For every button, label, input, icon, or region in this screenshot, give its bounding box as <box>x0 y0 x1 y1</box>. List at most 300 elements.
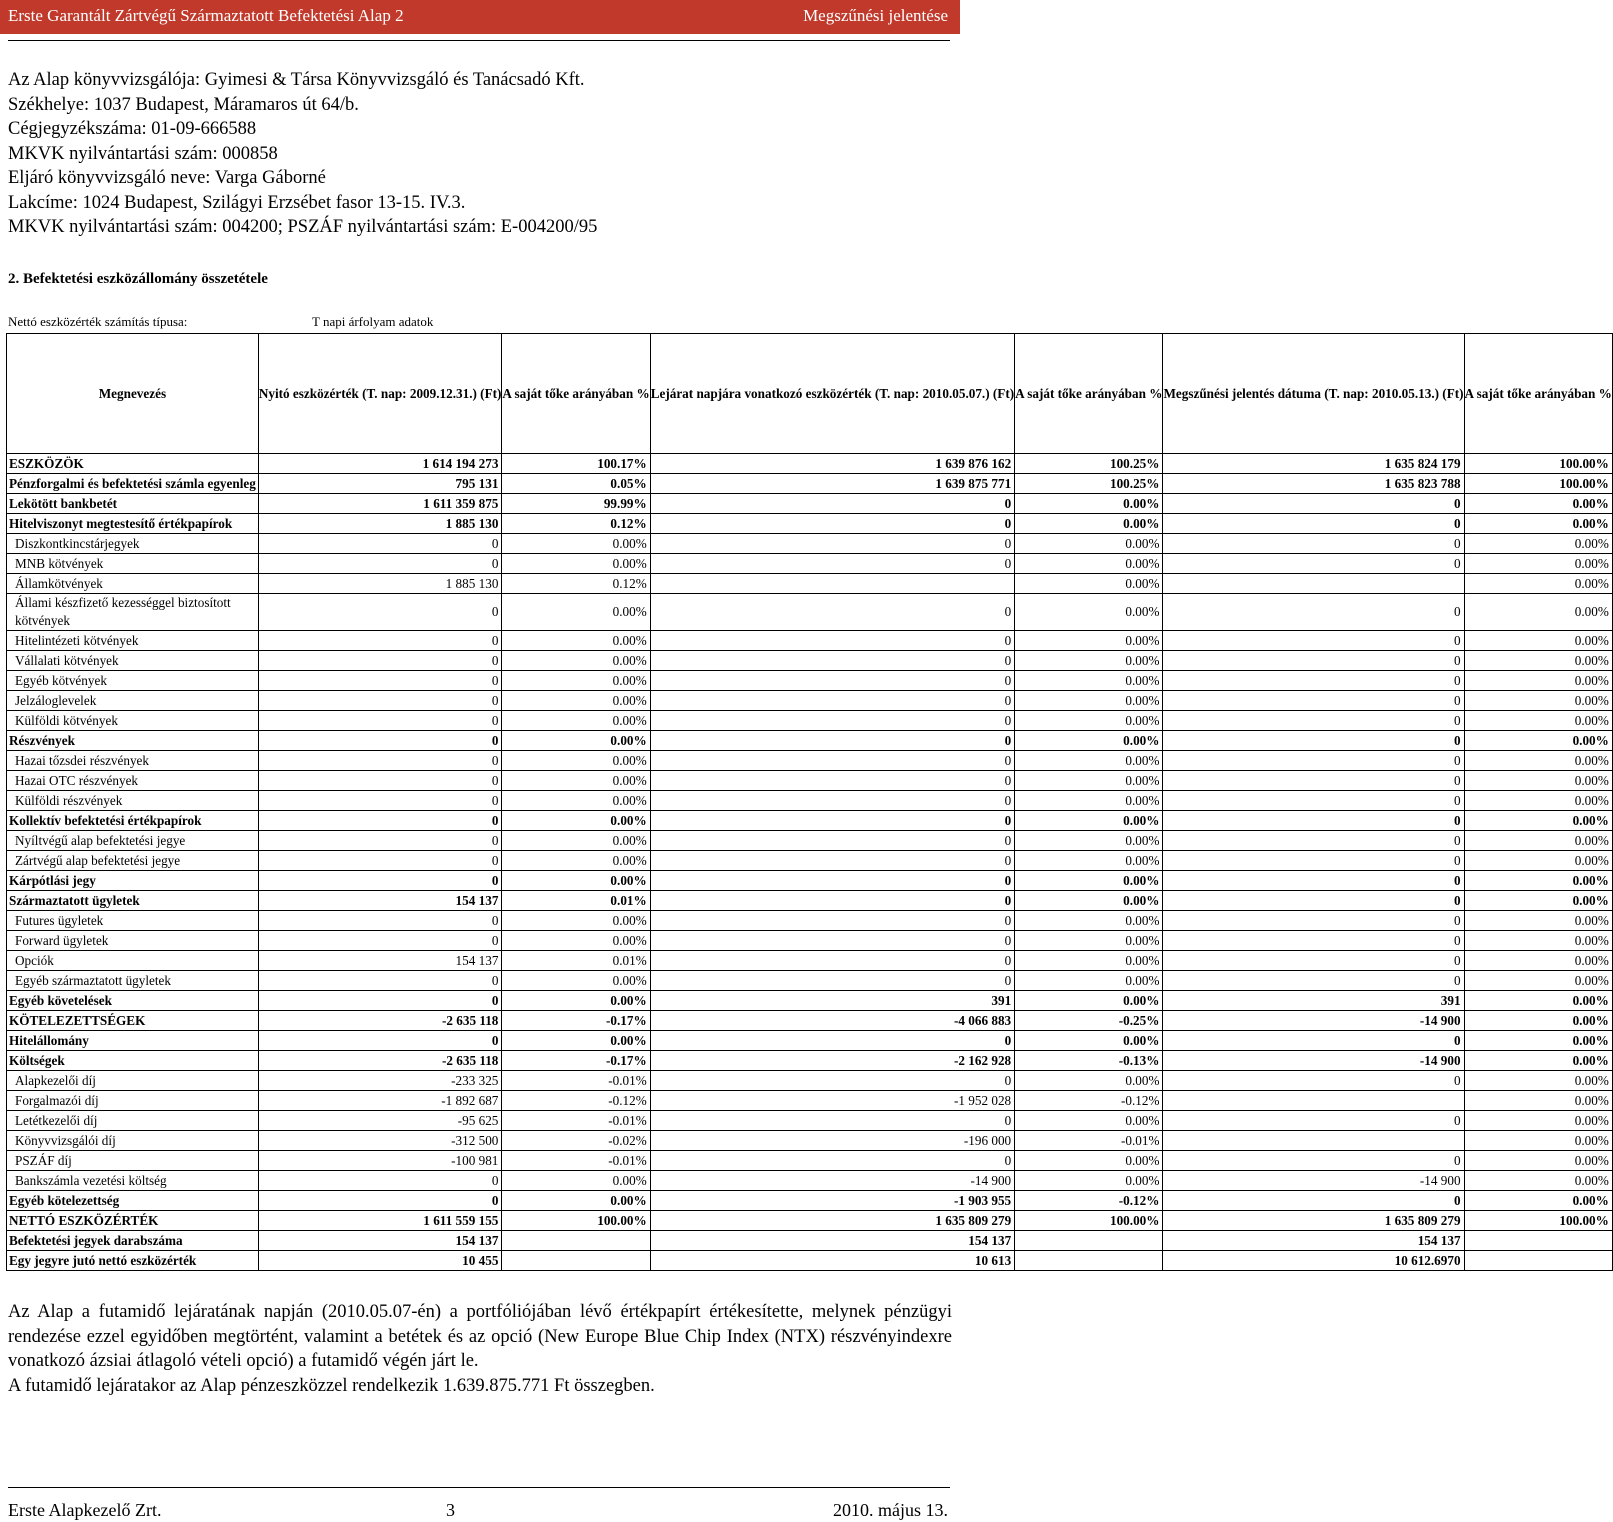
cell-opening-value: 0 <box>258 871 502 891</box>
cell-opening-ratio: 0.00% <box>502 731 650 751</box>
cell-closing-value: 0 <box>1163 951 1464 971</box>
row-label: Forgalmazói díj <box>7 1091 259 1111</box>
cell-opening-value: -2 635 118 <box>258 1051 502 1071</box>
cell-opening-ratio: 0.00% <box>502 831 650 851</box>
cell-opening-ratio: 0.00% <box>502 691 650 711</box>
cell-closing-ratio: 0.00% <box>1464 534 1612 554</box>
cell-maturity-ratio: 0.00% <box>1015 651 1163 671</box>
table-row <box>7 871 1613 891</box>
cell-closing-ratio: 0.00% <box>1464 951 1612 971</box>
cell-maturity-ratio: 0.00% <box>1015 554 1163 574</box>
cell-closing-value: 0 <box>1163 554 1464 574</box>
row-label: ESZKÖZÖK <box>7 454 259 474</box>
table-row <box>7 631 1613 651</box>
cell-maturity-ratio: 0.00% <box>1015 811 1163 831</box>
cell-closing-ratio: 0.00% <box>1464 1031 1612 1051</box>
header-opening-ratio: A saját tőke arányában % <box>502 334 650 454</box>
cell-closing-ratio: 0.00% <box>1464 1151 1612 1171</box>
cell-opening-value: 1 611 559 155 <box>258 1211 502 1231</box>
cell-opening-ratio: -0.02% <box>502 1131 650 1151</box>
row-label: Hitelállomány <box>7 1031 259 1051</box>
cell-closing-ratio: 0.00% <box>1464 1171 1612 1191</box>
row-label: Külföldi kötvények <box>7 711 259 731</box>
cell-opening-value: 0 <box>258 1191 502 1211</box>
row-label: Költségek <box>7 1051 259 1071</box>
cell-closing-ratio: 0.00% <box>1464 871 1612 891</box>
cell-opening-value: 0 <box>258 751 502 771</box>
cell-closing-value <box>1163 1131 1464 1151</box>
cell-maturity-value: 0 <box>650 594 1014 631</box>
cell-opening-value: -233 325 <box>258 1071 502 1091</box>
cell-closing-ratio: 0.00% <box>1464 514 1612 534</box>
header-name: Megnevezés <box>7 334 259 454</box>
calc-type <box>8 314 434 330</box>
cell-opening-value: 10 455 <box>258 1251 502 1271</box>
cell-opening-value: 0 <box>258 691 502 711</box>
cell-closing-ratio: 0.00% <box>1464 554 1612 574</box>
row-label: Származtatott ügyletek <box>7 891 259 911</box>
cell-maturity-value: 0 <box>650 971 1014 991</box>
cell-opening-ratio: 0.00% <box>502 771 650 791</box>
cell-maturity-value: 0 <box>650 771 1014 791</box>
row-label: Külföldi részvények <box>7 791 259 811</box>
cell-closing-ratio: 0.00% <box>1464 1191 1612 1211</box>
cell-closing-ratio: 0.00% <box>1464 991 1612 1011</box>
cell-maturity-value: 0 <box>650 831 1014 851</box>
header-maturity-ratio: A saját tőke arányában % <box>1015 334 1163 454</box>
cell-opening-value: -1 892 687 <box>258 1091 502 1111</box>
cell-maturity-ratio: 0.00% <box>1015 1151 1163 1171</box>
row-label: Könyvvizsgálói díj <box>7 1131 259 1151</box>
cell-closing-ratio: 0.00% <box>1464 651 1612 671</box>
cell-closing-ratio: 0.00% <box>1464 711 1612 731</box>
cell-maturity-value: 1 635 809 279 <box>650 1211 1014 1231</box>
cell-maturity-ratio: 0.00% <box>1015 931 1163 951</box>
row-label: Pénzforgalmi és befektetési számla egyenleg <box>7 474 259 494</box>
cell-closing-value: 0 <box>1163 1071 1464 1091</box>
cell-closing-value: 1 635 823 788 <box>1163 474 1464 494</box>
cell-opening-value: 0 <box>258 554 502 574</box>
cell-maturity-ratio: 0.00% <box>1015 631 1163 651</box>
cell-maturity-ratio: 0.00% <box>1015 1171 1163 1191</box>
cell-maturity-ratio: 0.00% <box>1015 871 1163 891</box>
cell-closing-value: 0 <box>1163 971 1464 991</box>
cell-maturity-ratio: -0.25% <box>1015 1011 1163 1031</box>
cell-opening-value: 0 <box>258 791 502 811</box>
cell-maturity-value: 154 137 <box>650 1231 1014 1251</box>
cell-maturity-ratio: 0.00% <box>1015 691 1163 711</box>
cell-closing-value <box>1163 574 1464 594</box>
cell-maturity-ratio: 0.00% <box>1015 671 1163 691</box>
cell-opening-ratio: 0.00% <box>502 911 650 931</box>
row-label: Hazai tőzsdei részvények <box>7 751 259 771</box>
cell-opening-ratio: 0.12% <box>502 574 650 594</box>
cell-maturity-value: 0 <box>650 851 1014 871</box>
table-row <box>7 1171 1613 1191</box>
row-label: Futures ügyletek <box>7 911 259 931</box>
cell-maturity-value: 0 <box>650 951 1014 971</box>
cell-maturity-ratio: -0.12% <box>1015 1091 1163 1111</box>
cell-opening-ratio: 0.00% <box>502 971 650 991</box>
cell-maturity-ratio: 0.00% <box>1015 751 1163 771</box>
row-label: PSZÁF díj <box>7 1151 259 1171</box>
cell-maturity-value: -1 903 955 <box>650 1191 1014 1211</box>
cell-opening-ratio <box>502 1231 650 1251</box>
cell-opening-value: 0 <box>258 831 502 851</box>
header-title: Erste Garantált Zártvégű Származtatott Befektetési Alap 2 <box>8 6 404 25</box>
cell-opening-value: 0 <box>258 931 502 951</box>
cell-maturity-ratio: 0.00% <box>1015 1111 1163 1131</box>
cell-maturity-ratio: 0.00% <box>1015 971 1163 991</box>
cell-maturity-ratio: 0.00% <box>1015 951 1163 971</box>
cell-opening-ratio: -0.01% <box>502 1151 650 1171</box>
header-maturity-value: Lejárat napjára vonatkozó eszközérték (T. nap: 2010.05.07.) (Ft) <box>650 334 1014 454</box>
footer-date: 2010. május 13. <box>833 1500 948 1520</box>
table-row <box>7 1231 1613 1251</box>
row-label: Zártvégű alap befektetési jegye <box>7 851 259 871</box>
cell-opening-ratio: 0.00% <box>502 1191 650 1211</box>
cell-closing-value: 0 <box>1163 671 1464 691</box>
auditor-line: Lakcíme: 1024 Budapest, Szilágyi Erzsébet fasor 13-15. IV.3. <box>8 192 466 213</box>
asset-table <box>6 333 1613 1271</box>
cell-maturity-value: 391 <box>650 991 1014 1011</box>
cell-maturity-value: 0 <box>650 514 1014 534</box>
row-label: Jelzáloglevelek <box>7 691 259 711</box>
auditor-line: Cégjegyzékszáma: 01-09-666588 <box>8 119 257 139</box>
table-row <box>7 971 1613 991</box>
cell-closing-value: 1 635 809 279 <box>1163 1211 1464 1231</box>
cell-maturity-ratio: 0.00% <box>1015 1071 1163 1091</box>
cell-opening-ratio: 0.00% <box>502 1031 650 1051</box>
cell-closing-ratio: 0.00% <box>1464 751 1612 771</box>
cell-maturity-ratio: 100.25% <box>1015 474 1163 494</box>
cell-maturity-value: -4 066 883 <box>650 1011 1014 1031</box>
remark-paragraph: Az Alap a futamidő lejáratának napján (2010.05.07-én) a portfóliójában lévő értékpapírt értékesítette, melynek pénzügyi rendezése ezzel egyidőben megtörtént, valamint a betétek és az opció (New Europe Blue Chip Index (NTX) részvényindexre vonatkozó ázsiai átlagoló vételi opció) a futamidő végén járt le. <box>8 1302 952 1371</box>
cell-opening-ratio: 0.00% <box>502 751 650 771</box>
auditor-line: Eljáró könyvvizsgáló neve: Varga Gáborné <box>8 168 326 188</box>
cell-maturity-value: -1 952 028 <box>650 1091 1014 1111</box>
auditor-line: MKVK nyilvántartási szám: 000858 <box>8 143 278 164</box>
cell-maturity-value: 0 <box>650 691 1014 711</box>
cell-opening-ratio: 0.00% <box>502 851 650 871</box>
cell-closing-value: 0 <box>1163 534 1464 554</box>
cell-closing-value: 0 <box>1163 751 1464 771</box>
cell-opening-ratio: 0.00% <box>502 631 650 651</box>
cell-opening-value: 0 <box>258 711 502 731</box>
cell-opening-ratio: 0.00% <box>502 711 650 731</box>
cell-maturity-value: 10 613 <box>650 1251 1014 1271</box>
cell-closing-ratio: 0.00% <box>1464 1051 1612 1071</box>
cell-closing-ratio: 0.00% <box>1464 731 1612 751</box>
cell-maturity-ratio: 0.00% <box>1015 851 1163 871</box>
row-label: NETTÓ ESZKÖZÉRTÉK <box>7 1211 259 1231</box>
row-label: Hazai OTC részvények <box>7 771 259 791</box>
cell-closing-ratio: 0.00% <box>1464 1111 1612 1131</box>
auditor-line: MKVK nyilvántartási szám: 004200; PSZÁF nyilvántartási szám: E-004200/95 <box>8 217 598 237</box>
cell-opening-ratio: -0.01% <box>502 1071 650 1091</box>
cell-opening-value: -312 500 <box>258 1131 502 1151</box>
cell-maturity-value: 0 <box>650 711 1014 731</box>
table-row <box>7 1011 1613 1031</box>
section-title: 2. Befektetési eszközállomány összetétele <box>8 271 268 287</box>
cell-opening-ratio: 0.00% <box>502 991 650 1011</box>
row-label: Forward ügyletek <box>7 931 259 951</box>
cell-closing-value: 0 <box>1163 691 1464 711</box>
auditor-info <box>8 68 597 240</box>
cell-closing-ratio: 0.00% <box>1464 931 1612 951</box>
table-row <box>7 811 1613 831</box>
table-row <box>7 891 1613 911</box>
table-row <box>7 594 1613 631</box>
row-label: Opciók <box>7 951 259 971</box>
cell-maturity-value: 0 <box>650 1151 1014 1171</box>
table-row <box>7 1071 1613 1091</box>
cell-closing-ratio: 0.00% <box>1464 891 1612 911</box>
cell-maturity-value: 0 <box>650 534 1014 554</box>
cell-closing-value: 0 <box>1163 1151 1464 1171</box>
cell-maturity-value: 0 <box>650 751 1014 771</box>
cell-closing-value: 1 635 824 179 <box>1163 454 1464 474</box>
table-row <box>7 1191 1613 1211</box>
cell-maturity-ratio: 0.00% <box>1015 711 1163 731</box>
row-label: Kárpótlási jegy <box>7 871 259 891</box>
table-row <box>7 454 1613 474</box>
cell-maturity-ratio: 0.00% <box>1015 731 1163 751</box>
cell-closing-ratio: 100.00% <box>1464 474 1612 494</box>
cell-closing-ratio: 0.00% <box>1464 831 1612 851</box>
cell-opening-ratio: 0.00% <box>502 594 650 631</box>
cell-closing-value: 154 137 <box>1163 1231 1464 1251</box>
table-row <box>7 1091 1613 1111</box>
row-label: Egy jegyre jutó nettó eszközérték <box>7 1251 259 1271</box>
cell-maturity-value: 0 <box>650 811 1014 831</box>
cell-maturity-value: -14 900 <box>650 1171 1014 1191</box>
table-row <box>7 951 1613 971</box>
cell-opening-ratio: 0.00% <box>502 1171 650 1191</box>
row-label: Állami készfizető kezességgel biztosított kötvények <box>7 594 259 631</box>
cell-opening-ratio: -0.01% <box>502 1111 650 1131</box>
cell-opening-value: -100 981 <box>258 1151 502 1171</box>
cell-opening-ratio: -0.12% <box>502 1091 650 1111</box>
cell-maturity-value: 0 <box>650 731 1014 751</box>
cell-maturity-ratio: 0.00% <box>1015 831 1163 851</box>
cell-closing-value: 0 <box>1163 771 1464 791</box>
table-row <box>7 1211 1613 1231</box>
row-label: Hitelviszonyt megtestesítő értékpapírok <box>7 514 259 534</box>
document-header <box>0 0 960 34</box>
cell-opening-value: 0 <box>258 1031 502 1051</box>
header-opening-value: Nyitó eszközérték (T. nap: 2009.12.31.) (Ft) <box>258 334 502 454</box>
cell-closing-value: -14 900 <box>1163 1051 1464 1071</box>
cell-opening-ratio: 0.12% <box>502 514 650 534</box>
cell-maturity-value: 0 <box>650 791 1014 811</box>
cell-closing-value: 0 <box>1163 871 1464 891</box>
cell-closing-value: 0 <box>1163 831 1464 851</box>
table-row <box>7 514 1613 534</box>
cell-closing-value: 0 <box>1163 514 1464 534</box>
cell-maturity-ratio: 0.00% <box>1015 514 1163 534</box>
cell-closing-ratio: 0.00% <box>1464 1071 1612 1091</box>
row-label: Egyéb kötelezettség <box>7 1191 259 1211</box>
cell-opening-value: 0 <box>258 594 502 631</box>
cell-closing-value: 0 <box>1163 1031 1464 1051</box>
cell-maturity-ratio: 0.00% <box>1015 494 1163 514</box>
row-label: Államkötvények <box>7 574 259 594</box>
cell-maturity-value: 0 <box>650 494 1014 514</box>
cell-opening-ratio: 0.00% <box>502 871 650 891</box>
cell-closing-ratio: 0.00% <box>1464 594 1612 631</box>
cell-maturity-ratio: -0.01% <box>1015 1131 1163 1151</box>
cell-closing-value: 0 <box>1163 731 1464 751</box>
cell-closing-value: 0 <box>1163 594 1464 631</box>
row-label: Letétkezelői díj <box>7 1111 259 1131</box>
cell-opening-value: 0 <box>258 911 502 931</box>
cell-opening-value: 0 <box>258 534 502 554</box>
remark-paragraph: A futamidő lejáratakor az Alap pénzeszközzel rendelkezik 1.639.875.771 Ft összegben. <box>8 1375 655 1396</box>
row-label: Részvények <box>7 731 259 751</box>
cell-maturity-value: 0 <box>650 911 1014 931</box>
table-row <box>7 731 1613 751</box>
cell-opening-ratio: 100.00% <box>502 1211 650 1231</box>
row-label: KÖTELEZETTSÉGEK <box>7 1011 259 1031</box>
cell-maturity-value: 0 <box>650 1071 1014 1091</box>
cell-opening-value: 795 131 <box>258 474 502 494</box>
cell-opening-ratio: 0.00% <box>502 554 650 574</box>
cell-closing-value: 0 <box>1163 631 1464 651</box>
cell-maturity-value: -196 000 <box>650 1131 1014 1151</box>
table-row <box>7 931 1613 951</box>
cell-maturity-value: 0 <box>650 651 1014 671</box>
cell-maturity-ratio: 0.00% <box>1015 791 1163 811</box>
calc-type-label: Nettó eszközérték számítás típusa: <box>8 314 188 329</box>
cell-closing-value: 0 <box>1163 791 1464 811</box>
table-row <box>7 1131 1613 1151</box>
cell-opening-value: 154 137 <box>258 1231 502 1251</box>
cell-opening-value: 0 <box>258 731 502 751</box>
cell-opening-ratio: 0.00% <box>502 671 650 691</box>
cell-opening-value: 1 885 130 <box>258 574 502 594</box>
cell-maturity-ratio: 0.00% <box>1015 911 1163 931</box>
row-label: Bankszámla vezetési költség <box>7 1171 259 1191</box>
cell-opening-value: 0 <box>258 651 502 671</box>
cell-closing-value: 0 <box>1163 931 1464 951</box>
cell-closing-ratio: 0.00% <box>1464 851 1612 871</box>
cell-opening-ratio: 100.17% <box>502 454 650 474</box>
cell-maturity-value <box>650 574 1014 594</box>
cell-opening-ratio: 0.00% <box>502 791 650 811</box>
row-label: Nyíltvégű alap befektetési jegye <box>7 831 259 851</box>
row-label: Alapkezelői díj <box>7 1071 259 1091</box>
cell-maturity-ratio: 0.00% <box>1015 534 1163 554</box>
table-row <box>7 1151 1613 1171</box>
footer-company: Erste Alapkezelő Zrt. <box>8 1500 162 1520</box>
table-row <box>7 554 1613 574</box>
page-number: 3 <box>446 1500 455 1520</box>
cell-closing-value: 0 <box>1163 1111 1464 1131</box>
table-row <box>7 691 1613 711</box>
table-row <box>7 494 1613 514</box>
cell-opening-value: 154 137 <box>258 951 502 971</box>
cell-maturity-ratio: 100.00% <box>1015 1211 1163 1231</box>
cell-closing-value: 0 <box>1163 911 1464 931</box>
cell-maturity-ratio: -0.13% <box>1015 1051 1163 1071</box>
cell-closing-ratio: 0.00% <box>1464 1091 1612 1111</box>
row-label: Egyéb kötvények <box>7 671 259 691</box>
row-label: Lekötött bankbetét <box>7 494 259 514</box>
cell-maturity-value: 1 639 875 771 <box>650 474 1014 494</box>
cell-maturity-value: 0 <box>650 1111 1014 1131</box>
cell-closing-value: 0 <box>1163 651 1464 671</box>
cell-opening-ratio: 99.99% <box>502 494 650 514</box>
table-row <box>7 911 1613 931</box>
cell-opening-value: 1 614 194 273 <box>258 454 502 474</box>
cell-maturity-value: 0 <box>650 871 1014 891</box>
cell-closing-value: 0 <box>1163 711 1464 731</box>
table-row <box>7 671 1613 691</box>
auditor-line: Az Alap könyvvizsgálója: Gyimesi & Társa Könyvvizsgáló és Tanácsadó Kft. <box>8 70 585 90</box>
cell-opening-ratio: 0.05% <box>502 474 650 494</box>
cell-opening-value: -2 635 118 <box>258 1011 502 1031</box>
cell-closing-value: 0 <box>1163 811 1464 831</box>
table-header-row <box>7 334 1613 454</box>
cell-maturity-ratio <box>1015 1231 1163 1251</box>
cell-opening-ratio: 0.01% <box>502 951 650 971</box>
cell-maturity-ratio: 0.00% <box>1015 574 1163 594</box>
header-closing-value: Megszűnési jelentés dátuma (T. nap: 2010.05.13.) (Ft) <box>1163 334 1464 454</box>
cell-maturity-ratio: 0.00% <box>1015 771 1163 791</box>
cell-closing-ratio: 0.00% <box>1464 811 1612 831</box>
auditor-line: Székhelye: 1037 Budapest, Máramaros út 64/b. <box>8 94 359 115</box>
cell-closing-value: 10 612.6970 <box>1163 1251 1464 1271</box>
header-closing-ratio: A saját tőke arányában % <box>1464 334 1612 454</box>
table-row <box>7 1251 1613 1271</box>
closing-remarks <box>8 1300 952 1398</box>
cell-closing-value: 0 <box>1163 891 1464 911</box>
cell-opening-value: 1 885 130 <box>258 514 502 534</box>
cell-opening-value: 154 137 <box>258 891 502 911</box>
table-row <box>7 1031 1613 1051</box>
cell-opening-value: 0 <box>258 1171 502 1191</box>
cell-maturity-value: 0 <box>650 554 1014 574</box>
cell-opening-value: 0 <box>258 991 502 1011</box>
row-label: Diszkontkincstárjegyek <box>7 534 259 554</box>
cell-closing-ratio: 0.00% <box>1464 771 1612 791</box>
cell-closing-value: 391 <box>1163 991 1464 1011</box>
cell-maturity-ratio <box>1015 1251 1163 1271</box>
cell-maturity-value: 1 639 876 162 <box>650 454 1014 474</box>
cell-opening-ratio: -0.17% <box>502 1051 650 1071</box>
cell-maturity-value: 0 <box>650 931 1014 951</box>
table-row <box>7 534 1613 554</box>
cell-maturity-value: 0 <box>650 1031 1014 1051</box>
cell-closing-ratio: 0.00% <box>1464 494 1612 514</box>
table-row <box>7 1111 1613 1131</box>
cell-closing-ratio: 100.00% <box>1464 454 1612 474</box>
table-row <box>7 751 1613 771</box>
table-row <box>7 791 1613 811</box>
cell-closing-ratio: 0.00% <box>1464 631 1612 651</box>
footer-rule <box>8 1487 950 1488</box>
cell-closing-ratio: 0.00% <box>1464 971 1612 991</box>
table-row <box>7 771 1613 791</box>
cell-opening-value: 0 <box>258 851 502 871</box>
cell-closing-value: -14 900 <box>1163 1171 1464 1191</box>
table-row <box>7 831 1613 851</box>
header-rule <box>8 40 950 41</box>
table-row <box>7 1051 1613 1071</box>
cell-closing-ratio: 0.00% <box>1464 1011 1612 1031</box>
cell-opening-ratio <box>502 1251 650 1271</box>
